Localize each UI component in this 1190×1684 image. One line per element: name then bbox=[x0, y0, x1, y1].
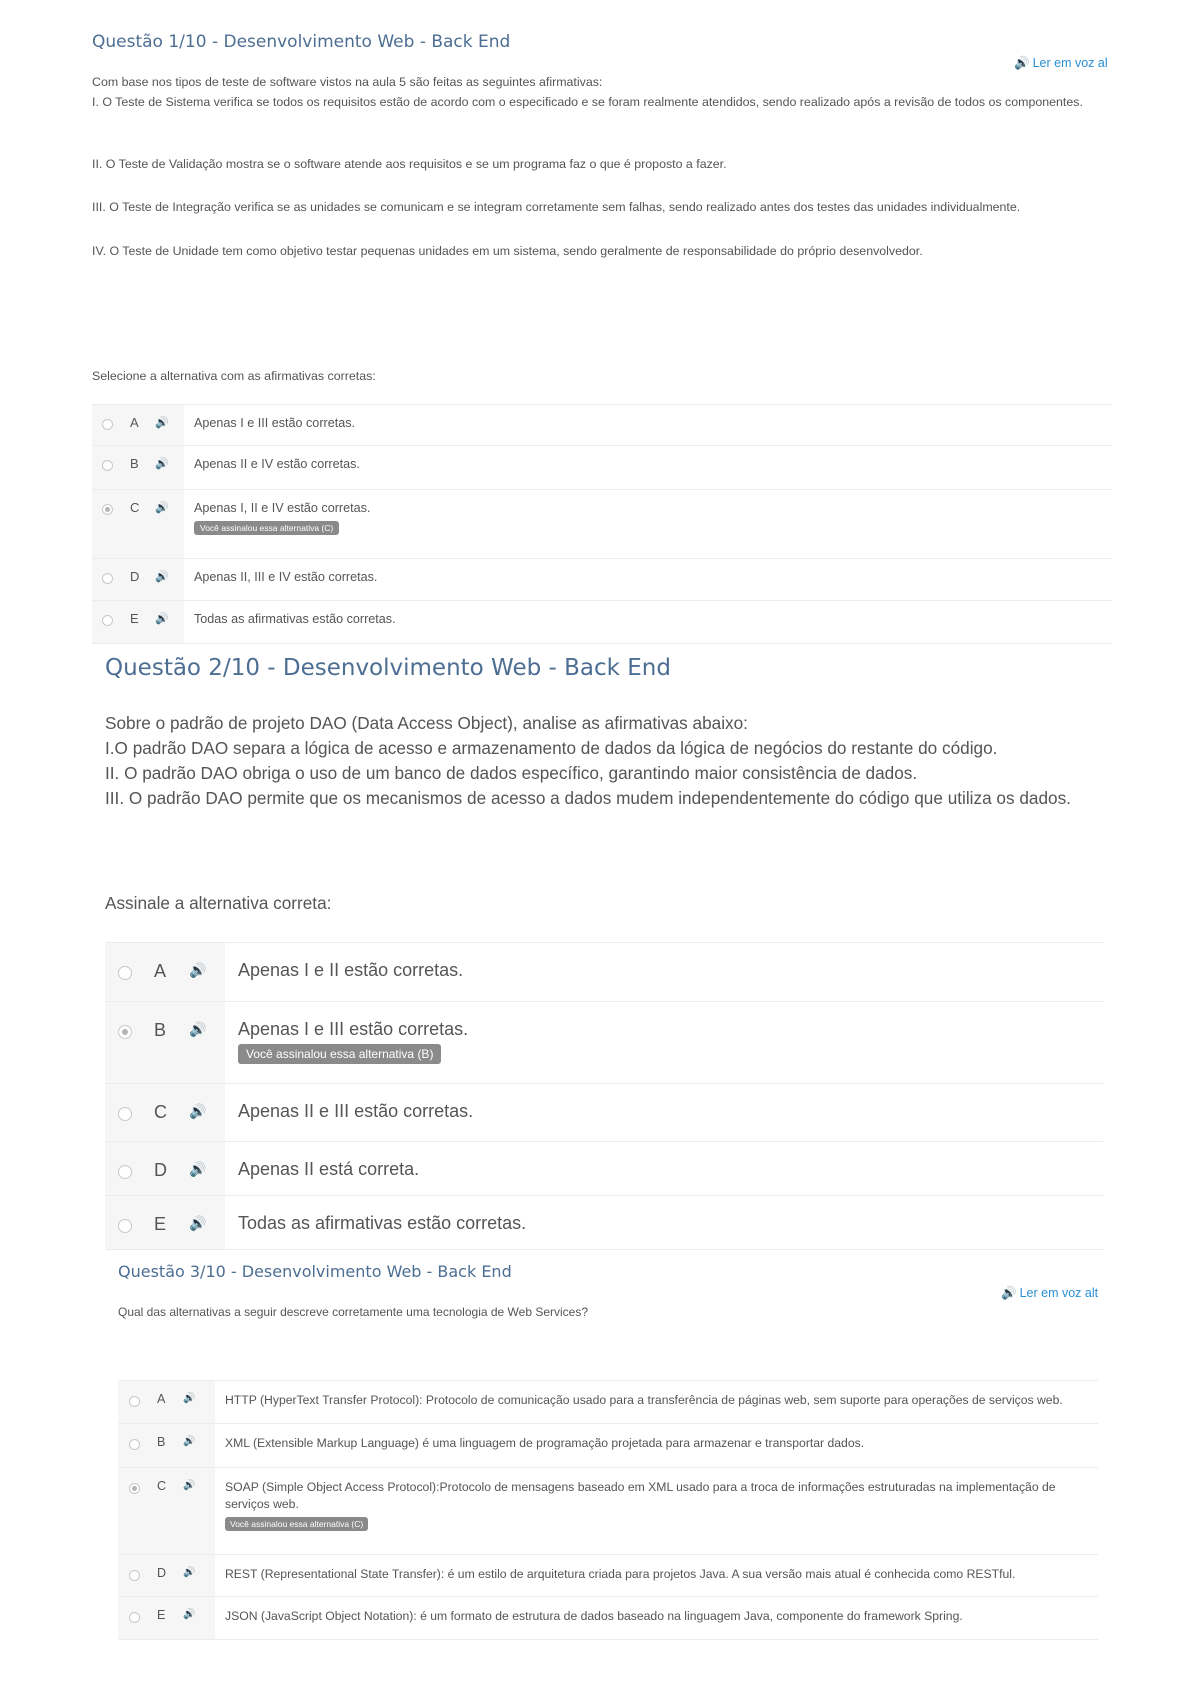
question-intro: Sobre o padrão de projeto DAO (Data Access Object), analise as afirmativas abaixo: bbox=[105, 713, 748, 733]
option-c[interactable] bbox=[92, 490, 1112, 559]
radio-e[interactable] bbox=[118, 1219, 132, 1233]
read-aloud-link[interactable] bbox=[1001, 1286, 1098, 1301]
option-letter: E bbox=[157, 1608, 166, 1622]
speaker-icon[interactable]: 🔊 bbox=[189, 1215, 207, 1231]
statement-3: III. O padrão DAO permite que os mecanismos de acesso a dados mudem independentemente do código que utiliza os dados. bbox=[105, 788, 1071, 808]
option-letter: A bbox=[157, 1392, 166, 1406]
option-c[interactable] bbox=[118, 1468, 1098, 1555]
option-letter: D bbox=[130, 569, 140, 584]
read-aloud-label: Ler em voz alt bbox=[1019, 1286, 1099, 1300]
option-text: Apenas II está correta. bbox=[238, 1159, 420, 1179]
option-text: Apenas II e III estão corretas. bbox=[238, 1101, 474, 1121]
speaker-icon[interactable]: 🔊 bbox=[183, 1393, 196, 1404]
selected-badge: Você assinalou essa alternativa (C) bbox=[225, 1517, 368, 1531]
option-letter: B bbox=[157, 1435, 166, 1449]
option-text: HTTP (HyperText Transfer Protocol): Protocolo de comunicação usado para a transferência de páginas web, sem suporte para operações de serviços web. bbox=[225, 1393, 1063, 1407]
speaker-icon[interactable]: 🔊 bbox=[155, 502, 169, 514]
options-list bbox=[92, 404, 1112, 644]
option-letter: C bbox=[130, 500, 140, 515]
question-title: Questão 1/10 - Desenvolvimento Web - Back End bbox=[92, 32, 511, 52]
option-e[interactable] bbox=[105, 1196, 1103, 1250]
option-a[interactable] bbox=[105, 943, 1103, 1002]
speaker-icon[interactable]: 🔊 bbox=[189, 1021, 207, 1037]
speaker-icon[interactable]: 🔊 bbox=[155, 417, 169, 429]
radio-b[interactable] bbox=[129, 1439, 140, 1450]
speaker-icon[interactable]: 🔊 bbox=[189, 1161, 207, 1177]
option-b[interactable] bbox=[118, 1424, 1098, 1468]
option-text: REST (Representational State Transfer): é um estilo de arquitetura criada para projetos Java. A sua versão mais atual é conhecida como RESTful. bbox=[225, 1567, 1016, 1581]
radio-a[interactable] bbox=[129, 1396, 140, 1407]
option-text: Todas as afirmativas estão corretas. bbox=[238, 1213, 527, 1233]
option-text: Apenas I e III estão corretas. bbox=[238, 1019, 469, 1039]
selected-badge: Você assinalou essa alternativa (C) bbox=[194, 521, 339, 535]
option-d[interactable] bbox=[105, 1142, 1103, 1196]
option-letter: E bbox=[154, 1214, 167, 1234]
option-letter: D bbox=[154, 1160, 167, 1180]
option-e[interactable] bbox=[92, 601, 1112, 644]
read-aloud-link[interactable] bbox=[1014, 56, 1108, 71]
read-aloud-label: Ler em voz al bbox=[1032, 56, 1108, 70]
option-text: Apenas II e IV estão corretas. bbox=[194, 457, 360, 471]
speaker-icon[interactable]: 🔊 bbox=[183, 1609, 196, 1620]
radio-b-selected[interactable] bbox=[118, 1025, 132, 1039]
radio-e[interactable] bbox=[102, 615, 113, 626]
option-text: SOAP (Simple Object Access Protocol):Protocolo de mensagens baseado em XML usado para a troca de informações estruturadas na implementação de serviços web. bbox=[225, 1480, 1056, 1511]
question-title: Questão 3/10 - Desenvolvimento Web - Back End bbox=[118, 1262, 512, 1281]
speaker-icon[interactable]: 🔊 bbox=[189, 962, 207, 978]
option-d[interactable] bbox=[92, 559, 1112, 601]
question-title: Questão 2/10 - Desenvolvimento Web - Back End bbox=[105, 655, 671, 681]
option-letter: B bbox=[154, 1020, 167, 1040]
option-e[interactable] bbox=[118, 1597, 1098, 1640]
options-list bbox=[118, 1380, 1098, 1640]
option-c[interactable] bbox=[105, 1084, 1103, 1142]
speaker-icon: 🔊 bbox=[1001, 1286, 1017, 1300]
radio-d[interactable] bbox=[118, 1165, 132, 1179]
speaker-icon[interactable]: 🔊 bbox=[183, 1480, 196, 1491]
speaker-icon[interactable]: 🔊 bbox=[155, 571, 169, 583]
option-a[interactable] bbox=[92, 405, 1112, 446]
selected-badge: Você assinalou essa alternativa (B) bbox=[238, 1044, 441, 1064]
option-letter: C bbox=[154, 1102, 167, 1122]
statement-3: III. O Teste de Integração verifica se as unidades se comunicam e se integram corretamente sem falhas, sendo realizado antes dos testes das unidades individualmente. bbox=[92, 200, 1021, 214]
speaker-icon[interactable]: 🔊 bbox=[189, 1103, 207, 1119]
speaker-icon[interactable]: 🔊 bbox=[183, 1436, 196, 1447]
option-d[interactable] bbox=[118, 1555, 1098, 1597]
option-text: Apenas I e II estão corretas. bbox=[238, 960, 464, 980]
option-text: XML (Extensible Markup Language) é uma linguagem de programação projetada para armazenar e transportar dados. bbox=[225, 1436, 865, 1450]
statement-4: IV. O Teste de Unidade tem como objetivo testar pequenas unidades em um sistema, sendo geralmente de responsabilidade do próprio desenvolvedor. bbox=[92, 244, 923, 258]
speaker-icon: 🔊 bbox=[1014, 56, 1030, 70]
option-text: Apenas II, III e IV estão corretas. bbox=[194, 570, 378, 584]
speaker-icon[interactable]: 🔊 bbox=[155, 613, 169, 625]
option-text: Apenas I, II e IV estão corretas. bbox=[194, 501, 371, 515]
statement-2: II. O padrão DAO obriga o uso de um banco de dados específico, garantindo maior consistência de dados. bbox=[105, 763, 918, 783]
radio-a[interactable] bbox=[102, 419, 113, 430]
option-text: Todas as afirmativas estão corretas. bbox=[194, 612, 396, 626]
radio-d[interactable] bbox=[129, 1570, 140, 1581]
radio-b[interactable] bbox=[102, 460, 113, 471]
option-text: Apenas I e III estão corretas. bbox=[194, 416, 356, 430]
statement-1: I.O padrão DAO separa a lógica de acesso e armazenamento de dados da lógica de negócios do restante do código. bbox=[105, 738, 998, 758]
radio-d[interactable] bbox=[102, 573, 113, 584]
option-text: JSON (JavaScript Object Notation): é um formato de estrutura de dados baseado na linguagem Java, componente do framework Spring. bbox=[225, 1609, 963, 1623]
question-prompt: Assinale a alternativa correta: bbox=[105, 893, 332, 913]
question-prompt: Qual das alternativas a seguir descreve corretamente uma tecnologia de Web Services? bbox=[118, 1305, 589, 1319]
option-a[interactable] bbox=[118, 1381, 1098, 1424]
speaker-icon[interactable]: 🔊 bbox=[183, 1567, 196, 1578]
question-prompt: Selecione a alternativa com as afirmativas corretas: bbox=[92, 369, 376, 383]
radio-c-selected[interactable] bbox=[102, 504, 113, 515]
radio-c-selected[interactable] bbox=[129, 1483, 140, 1494]
radio-e[interactable] bbox=[129, 1612, 140, 1623]
option-letter: D bbox=[157, 1566, 167, 1580]
option-letter: B bbox=[130, 456, 139, 471]
option-letter: A bbox=[130, 415, 139, 430]
option-letter: C bbox=[157, 1479, 167, 1493]
speaker-icon[interactable]: 🔊 bbox=[155, 458, 169, 470]
radio-a[interactable] bbox=[118, 966, 132, 980]
option-letter: E bbox=[130, 611, 139, 626]
statement-1: I. O Teste de Sistema verifica se todos os requisitos estão de acordo com o especificado e se foram realmente atendidos, sendo realizado após a revisão de todos os componentes. bbox=[92, 95, 1083, 109]
option-b[interactable] bbox=[92, 446, 1112, 490]
option-letter: A bbox=[154, 961, 167, 981]
statement-2: II. O Teste de Validação mostra se o software atende aos requisitos e se um programa faz o que é proposto a fazer. bbox=[92, 157, 727, 171]
question-intro: Com base nos tipos de teste de software vistos na aula 5 são feitas as seguintes afirmativas: bbox=[92, 75, 603, 89]
options-list bbox=[105, 942, 1103, 1250]
option-b[interactable] bbox=[105, 1002, 1103, 1084]
radio-c[interactable] bbox=[118, 1107, 132, 1121]
